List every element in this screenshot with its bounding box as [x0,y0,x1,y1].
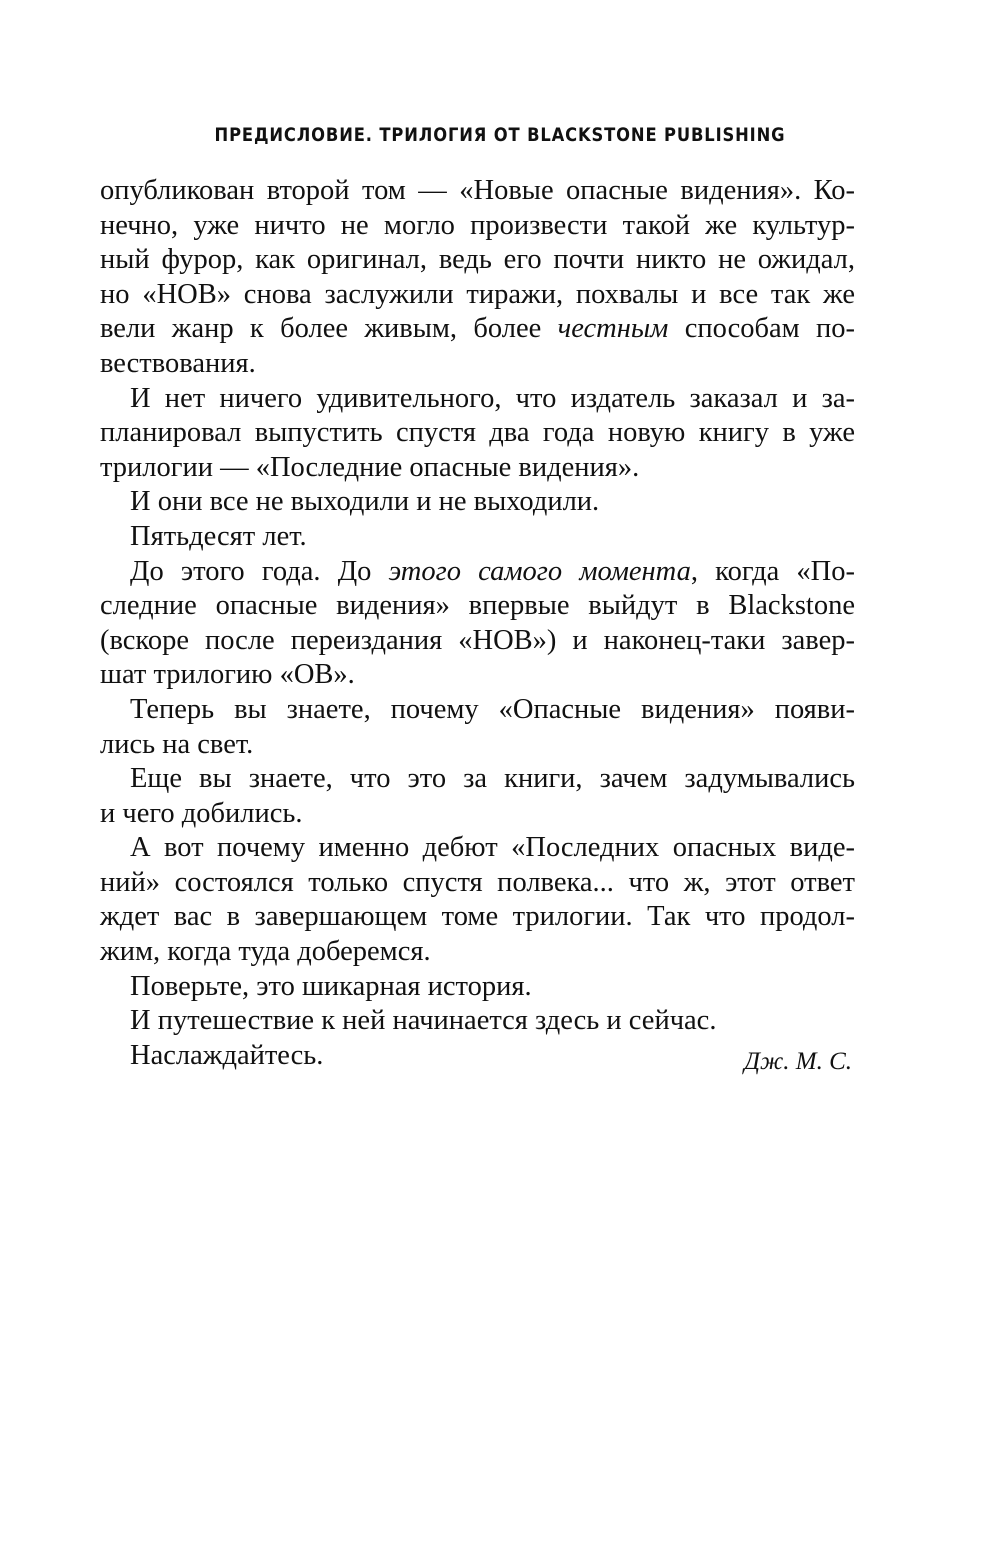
text-line: планировал выпустить спустя два года новую книгу в уже [100,417,855,449]
text-line: но «НОВ» снова заслужили тиражи, похвалы и все так же [100,278,855,310]
emphasis-text: честным [557,313,669,345]
text-line [100,312,855,347]
text-line: опубликован второй том — «Новые опасные видения». Ко- [100,175,855,206]
text-line: жим, когда туда доберемся. [100,936,431,968]
text-line: И они все не выходили и не выходили. [130,486,600,518]
text-line: Еще вы знаете, что это за книги, зачем задумывались [130,763,855,795]
text-line: Наслаждайтесь. [130,1039,324,1071]
text-segment: способам по- [668,313,855,345]
text-line: ний» состоялся только спустя полвека... что ж, этот ответ [100,866,855,898]
body-text [100,174,855,1073]
text-line: шат трилогию «ОВ». [100,659,355,691]
running-head: ПРЕДИСЛОВИЕ. ТРИЛОГИЯ ОТ BLACKSTONE PUBLISHING [214,124,786,146]
author-signature: Дж. М. С. [744,1048,852,1075]
text-line: Пятьдесят лет. [130,520,307,552]
text-segment: , когда «По- [690,555,855,587]
text-line: И путешествие к ней начинается здесь и сейчас. [130,1005,717,1037]
text-line: и чего добились. [100,797,303,829]
text-line: А вот почему именно дебют «Последних опасных виде- [130,832,855,864]
text-line: трилогии — «Последние опасные видения». [100,451,640,483]
text-line: следние опасные видения» впервые выйдут в Blackstone [100,590,855,622]
text-segment: До этого года. До [130,555,389,587]
text-line [130,555,855,590]
text-segment: вели жанр к более живым, более [100,313,558,345]
text-line: Поверьте, это шикарная история. [130,970,532,1002]
text-line: ный фурор, как оригинал, ведь его почти никто не ожидал, [100,244,855,276]
emphasis-text: этого самого момента [388,555,691,587]
text-line: ждет вас в завершающем томе трилогии. Так что продол- [100,901,855,933]
text-line: И нет ничего удивительного, что издатель заказал и за- [130,382,855,414]
text-line: (вскоре после переиздания «НОВ») и наконец-таки завер- [100,624,855,656]
text-line: нечно, уже ничто не могло произвести такой же культур- [100,209,855,241]
text-line: лись на свет. [100,728,254,760]
text-line: вествования. [100,347,256,379]
text-line: Теперь вы знаете, почему «Опасные видения» появи- [130,693,855,725]
